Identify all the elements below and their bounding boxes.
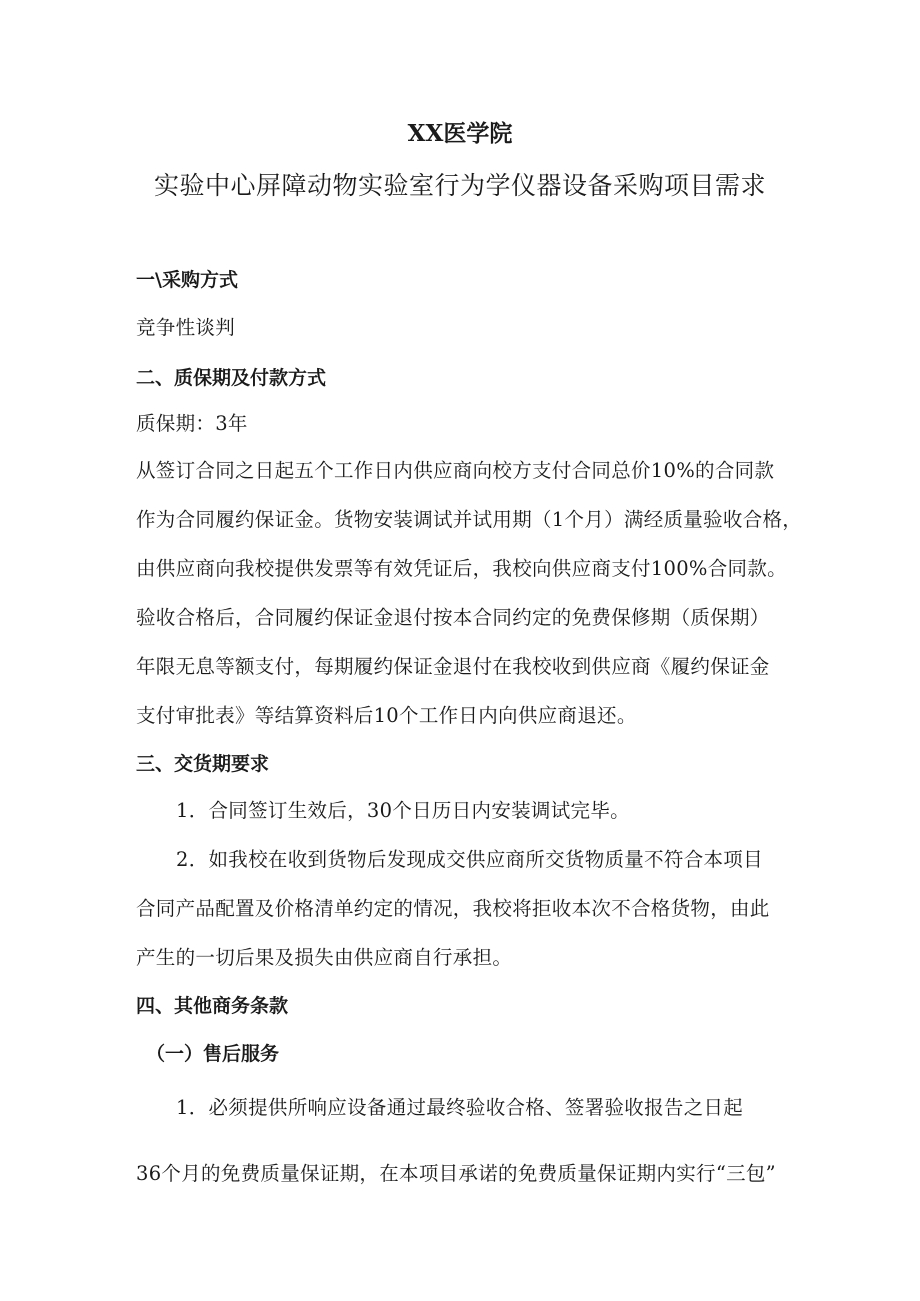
after-sales-item-1-continued: 36个月的免费质量保证期，在本项目承诺的免费质量保证期内实行“三包”	[136, 1162, 776, 1185]
document-subtitle: 实验中心屏障动物实验室行为学仪器设备采购项目需求	[153, 171, 766, 200]
warranty-period-line: 质保期：3年	[136, 412, 248, 435]
payment-paragraph-line: 由供应商向我校提供发票等有效凭证后，我校向供应商支付100%合同款。	[136, 557, 787, 580]
payment-paragraph-line: 年限无息等额支付，每期履约保证金退付在我校收到供应商《履约保证金	[136, 655, 770, 678]
section-heading-procurement-method: 一\采购方式	[136, 269, 238, 291]
payment-paragraph-line: 作为合同履约保证金。货物安装调试并试用期（1个月）满经质量验收合格，	[136, 508, 803, 531]
procurement-method-value: 竞争性谈判	[136, 316, 236, 339]
delivery-item-1: 1．合同签订生效后，30个日历日内安装调试完毕。	[176, 799, 630, 822]
after-sales-item-1: 1．必须提供所响应设备通过最终验收合格、签署验收报告之日起	[176, 1096, 744, 1119]
document-title: XX医学院	[407, 120, 513, 147]
delivery-item-2-continued: 合同产品配置及价格清单约定的情况，我校将拒收本次不合格货物，由此	[136, 897, 770, 920]
delivery-item-2: 2．如我校在收到货物后发现成交供应商所交货物质量不符合本项目	[176, 848, 763, 871]
section-heading-other-terms: 四、其他商务条款	[136, 995, 289, 1017]
delivery-item-2-continued: 产生的一切后果及损失由供应商自行承担。	[136, 946, 513, 969]
section-heading-warranty-payment: 二、质保期及付款方式	[136, 367, 327, 389]
payment-paragraph-line: 支付审批表》等结算资料后10个工作日内向供应商退还。	[136, 704, 637, 727]
payment-paragraph-line: 验收合格后，合同履约保证金退付按本合同约定的免费保修期（质保期）	[136, 606, 770, 629]
subsection-heading-after-sales: （一）售后服务	[146, 1043, 280, 1065]
section-heading-delivery: 三、交货期要求	[136, 753, 270, 775]
payment-paragraph-line: 从签订合同之日起五个工作日内供应商向校方支付合同总价10%的合同款	[136, 459, 775, 482]
